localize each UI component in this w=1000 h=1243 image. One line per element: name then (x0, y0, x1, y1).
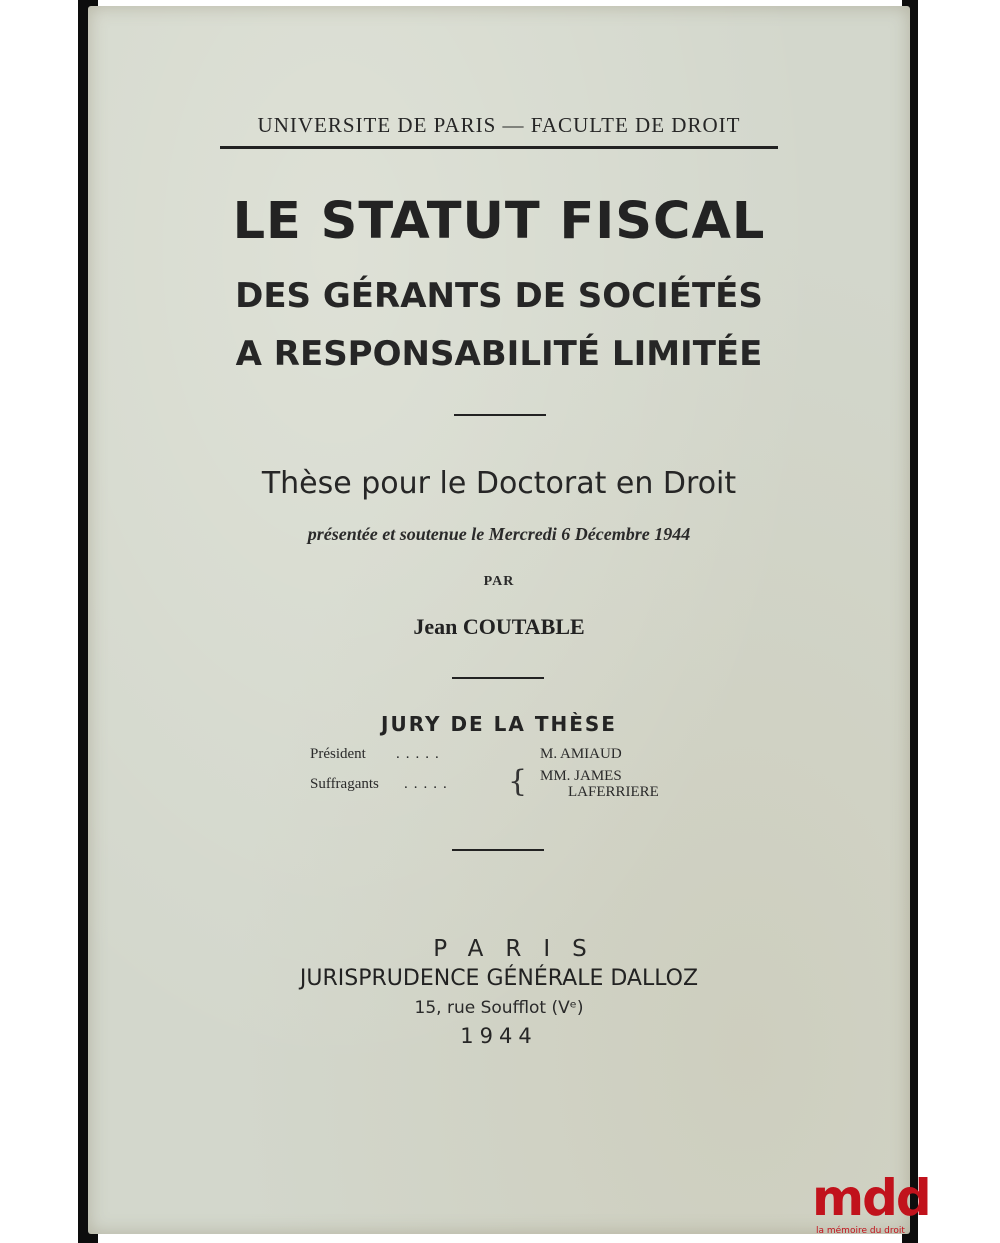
mdd-logo-icon: mdd (812, 1169, 930, 1227)
title-line-1: LE STATUT FISCAL (232, 192, 766, 251)
title-line-3: A RESPONSABILITÉ LIMITÉE (235, 334, 763, 374)
jury-heading: JURY DE LA THÈSE (381, 712, 617, 736)
imprint-publisher: JURISPRUDENCE GÉNÉRALE DALLOZ (299, 966, 699, 991)
book-cover (88, 6, 910, 1234)
divider-rule (452, 849, 544, 851)
jury-suffragant-name: LAFERRIERE (568, 784, 659, 800)
by-label: PAR (483, 574, 515, 589)
header-rule (220, 146, 778, 149)
thesis-subtitle: Thèse pour le Doctorat en Droit (261, 466, 737, 501)
jury-suffragants-role: Suffragants (310, 776, 379, 792)
defense-date: présentée et soutenue le Mercredi 6 Décembre 1944 (307, 524, 691, 544)
divider-rule (454, 414, 546, 416)
jury-suffragant-name: MM. JAMES (540, 768, 622, 784)
jury-leader-dots: ..... (404, 776, 453, 792)
imprint-city: PARIS (433, 936, 609, 962)
divider-rule (452, 677, 544, 679)
jury-president-role: Président (310, 746, 366, 762)
institution-header: UNIVERSITE DE PARIS — FACULTE DE DROIT (257, 113, 741, 137)
watermark-logo (812, 1170, 1000, 1243)
watermark-tagline: la mémoire du droit (816, 1226, 905, 1236)
title-line-2: DES GÉRANTS DE SOCIÉTÉS (235, 276, 763, 316)
imprint-year: 1944 (460, 1024, 538, 1048)
jury-president-name: M. AMIAUD (540, 746, 622, 762)
brace-icon: { (508, 764, 528, 799)
imprint-address: 15, rue Soufflot (Vᵉ) (414, 998, 584, 1018)
jury-leader-dots: ..... (396, 746, 445, 762)
author-name: Jean COUTABLE (413, 614, 585, 639)
